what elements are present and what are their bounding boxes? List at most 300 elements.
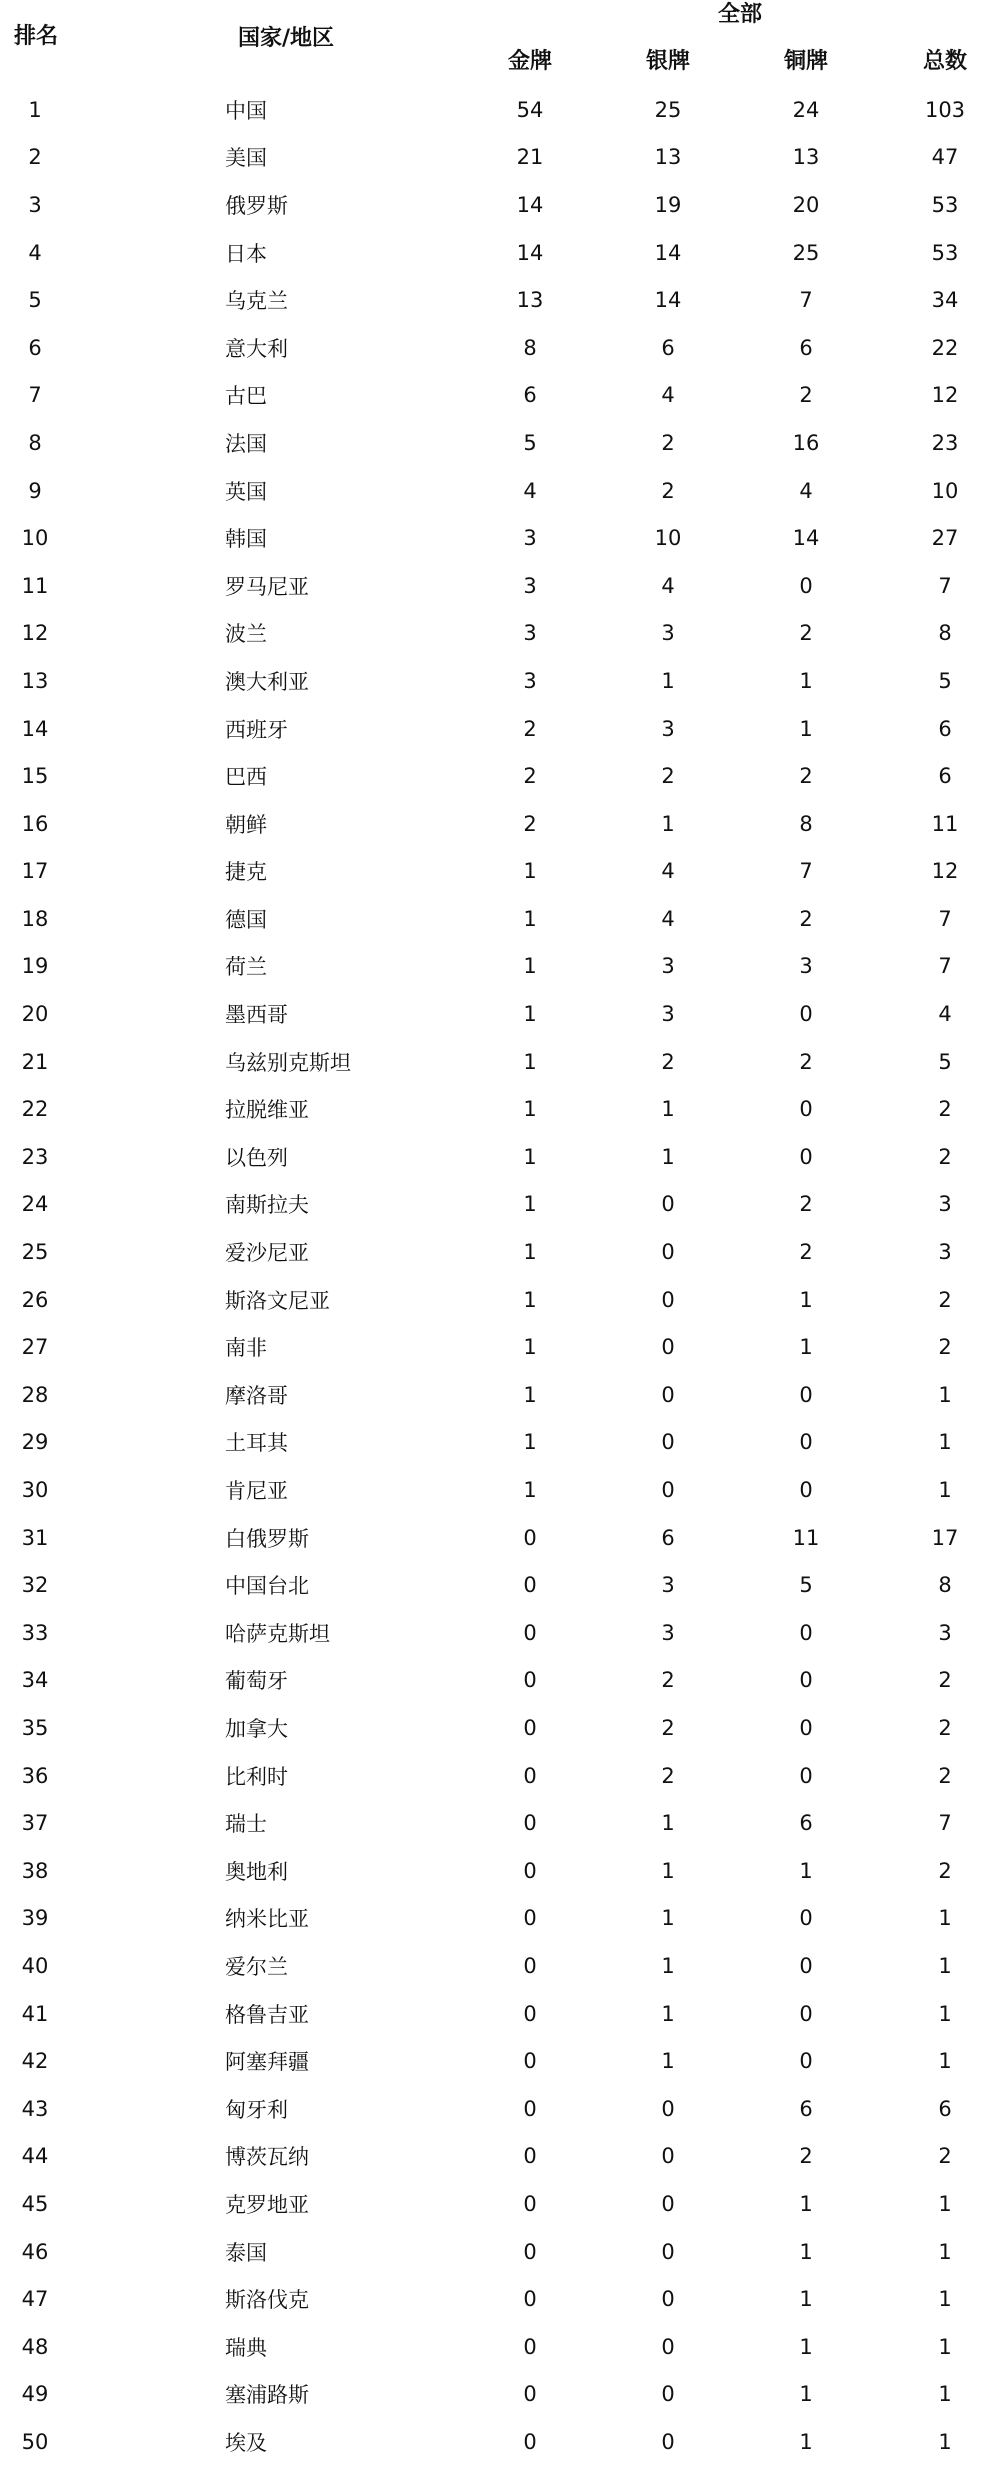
total-cell: 2 bbox=[938, 2144, 952, 2169]
rank-cell: 35 bbox=[21, 1715, 49, 1740]
silver-cell: 4 bbox=[661, 859, 675, 884]
silver-cell: 2 bbox=[661, 1668, 675, 1693]
bronze-cell: 0 bbox=[799, 2001, 813, 2026]
total-cell: 53 bbox=[931, 192, 959, 217]
header-country: 国家/地区 bbox=[238, 26, 335, 51]
rank-cell: 28 bbox=[21, 1382, 49, 1407]
country-cell: 中国 bbox=[225, 98, 267, 123]
bronze-cell: 2 bbox=[799, 2144, 813, 2169]
country-cell: 斯洛文尼亚 bbox=[225, 1288, 330, 1313]
total-cell: 2 bbox=[938, 1668, 952, 1693]
gold-cell: 3 bbox=[523, 668, 537, 693]
rank-cell: 9 bbox=[28, 478, 42, 503]
country-cell: 爱沙尼亚 bbox=[225, 1241, 309, 1266]
total-cell: 10 bbox=[931, 478, 959, 503]
gold-cell: 0 bbox=[523, 1525, 537, 1550]
gold-cell: 1 bbox=[523, 1478, 537, 1503]
rank-cell: 44 bbox=[21, 2144, 49, 2169]
table-row bbox=[0, 1847, 1000, 1895]
total-cell: 1 bbox=[938, 1478, 952, 1503]
rank-cell: 16 bbox=[21, 811, 49, 836]
gold-cell: 0 bbox=[523, 1953, 537, 1978]
table-row bbox=[0, 1704, 1000, 1752]
rank-cell: 20 bbox=[21, 1002, 49, 1027]
bronze-cell: 25 bbox=[792, 240, 820, 265]
rank-cell: 12 bbox=[21, 621, 49, 646]
rank-cell: 24 bbox=[21, 1192, 49, 1217]
total-cell: 1 bbox=[938, 2191, 952, 2216]
silver-cell: 2 bbox=[661, 1715, 675, 1740]
gold-cell: 1 bbox=[523, 1144, 537, 1169]
silver-cell: 13 bbox=[654, 145, 682, 170]
country-cell: 纳米比亚 bbox=[225, 1907, 309, 1932]
silver-cell: 4 bbox=[661, 906, 675, 931]
silver-cell: 1 bbox=[661, 1906, 675, 1931]
bronze-cell: 0 bbox=[799, 1430, 813, 1455]
bronze-cell: 0 bbox=[799, 1002, 813, 1027]
rank-cell: 48 bbox=[21, 2334, 49, 2359]
total-cell: 1 bbox=[938, 1430, 952, 1455]
rank-cell: 49 bbox=[21, 2382, 49, 2407]
silver-cell: 0 bbox=[661, 2382, 675, 2407]
bronze-cell: 2 bbox=[799, 1240, 813, 1265]
country-cell: 英国 bbox=[225, 479, 267, 504]
table-row bbox=[0, 705, 1000, 753]
total-cell: 1 bbox=[938, 2287, 952, 2312]
bronze-cell: 4 bbox=[799, 478, 813, 503]
rank-cell: 47 bbox=[21, 2287, 49, 2312]
total-cell: 53 bbox=[931, 240, 959, 265]
table-row bbox=[0, 2228, 1000, 2276]
total-cell: 5 bbox=[938, 1049, 952, 1074]
rank-cell: 1 bbox=[28, 97, 42, 122]
silver-cell: 0 bbox=[661, 2429, 675, 2454]
rank-cell: 4 bbox=[28, 240, 42, 265]
gold-cell: 0 bbox=[523, 1906, 537, 1931]
total-cell: 2 bbox=[938, 1715, 952, 1740]
medal-rows bbox=[0, 86, 1000, 2466]
table-row bbox=[0, 1561, 1000, 1609]
gold-cell: 2 bbox=[523, 764, 537, 789]
rank-cell: 36 bbox=[21, 1763, 49, 1788]
table-row bbox=[0, 2037, 1000, 2085]
silver-cell: 10 bbox=[654, 526, 682, 551]
rank-cell: 13 bbox=[21, 668, 49, 693]
rank-cell: 21 bbox=[21, 1049, 49, 1074]
total-cell: 2 bbox=[938, 1287, 952, 1312]
gold-cell: 1 bbox=[523, 1240, 537, 1265]
bronze-cell: 2 bbox=[799, 906, 813, 931]
country-cell: 博茨瓦纳 bbox=[225, 2145, 309, 2170]
silver-cell: 0 bbox=[661, 2144, 675, 2169]
rank-cell: 31 bbox=[21, 1525, 49, 1550]
total-cell: 8 bbox=[938, 621, 952, 646]
silver-cell: 1 bbox=[661, 2001, 675, 2026]
table-row bbox=[0, 1895, 1000, 1943]
bronze-cell: 0 bbox=[799, 1382, 813, 1407]
country-cell: 葡萄牙 bbox=[225, 1669, 288, 1694]
rank-cell: 14 bbox=[21, 716, 49, 741]
gold-cell: 1 bbox=[523, 906, 537, 931]
silver-cell: 0 bbox=[661, 1430, 675, 1455]
bronze-cell: 2 bbox=[799, 1192, 813, 1217]
bronze-cell: 14 bbox=[792, 526, 820, 551]
rank-cell: 34 bbox=[21, 1668, 49, 1693]
gold-cell: 0 bbox=[523, 1620, 537, 1645]
country-cell: 韩国 bbox=[225, 527, 267, 552]
gold-cell: 3 bbox=[523, 621, 537, 646]
gold-cell: 0 bbox=[523, 1811, 537, 1836]
rank-cell: 39 bbox=[21, 1906, 49, 1931]
country-cell: 德国 bbox=[225, 907, 267, 932]
rank-cell: 7 bbox=[28, 383, 42, 408]
gold-cell: 14 bbox=[516, 240, 544, 265]
gold-cell: 0 bbox=[523, 2287, 537, 2312]
gold-cell: 2 bbox=[523, 811, 537, 836]
country-cell: 南斯拉夫 bbox=[225, 1193, 309, 1218]
total-cell: 1 bbox=[938, 2429, 952, 2454]
gold-cell: 6 bbox=[523, 383, 537, 408]
gold-cell: 3 bbox=[523, 573, 537, 598]
table-row bbox=[0, 1181, 1000, 1229]
table-row bbox=[0, 800, 1000, 848]
table-row bbox=[0, 990, 1000, 1038]
table-row bbox=[0, 1990, 1000, 2038]
gold-cell: 0 bbox=[523, 1668, 537, 1693]
table-row bbox=[0, 2418, 1000, 2466]
silver-cell: 1 bbox=[661, 2049, 675, 2074]
total-cell: 7 bbox=[938, 1811, 952, 1836]
country-cell: 日本 bbox=[225, 241, 267, 266]
table-row bbox=[0, 1752, 1000, 1800]
total-cell: 27 bbox=[931, 526, 959, 551]
rank-cell: 11 bbox=[21, 573, 49, 598]
total-cell: 2 bbox=[938, 1335, 952, 1360]
bronze-cell: 1 bbox=[799, 2382, 813, 2407]
total-cell: 2 bbox=[938, 1097, 952, 1122]
country-cell: 乌克兰 bbox=[225, 289, 288, 314]
table-row bbox=[0, 419, 1000, 467]
bronze-cell: 2 bbox=[799, 1049, 813, 1074]
gold-cell: 0 bbox=[523, 2144, 537, 2169]
total-cell: 17 bbox=[931, 1525, 959, 1550]
country-cell: 法国 bbox=[225, 431, 267, 456]
country-cell: 中国台北 bbox=[225, 1574, 309, 1599]
total-cell: 6 bbox=[938, 764, 952, 789]
country-cell: 意大利 bbox=[225, 336, 288, 361]
country-cell: 捷克 bbox=[225, 860, 267, 885]
gold-cell: 0 bbox=[523, 1715, 537, 1740]
table-row bbox=[0, 657, 1000, 705]
header-total: 总数 bbox=[922, 49, 968, 74]
total-cell: 2 bbox=[938, 1763, 952, 1788]
country-cell: 奥地利 bbox=[225, 1859, 288, 1884]
total-cell: 22 bbox=[931, 335, 959, 360]
gold-cell: 1 bbox=[523, 859, 537, 884]
country-cell: 哈萨克斯坦 bbox=[225, 1621, 330, 1646]
gold-cell: 1 bbox=[523, 1192, 537, 1217]
country-cell: 古巴 bbox=[225, 384, 267, 409]
gold-cell: 14 bbox=[516, 192, 544, 217]
bronze-cell: 0 bbox=[799, 2049, 813, 2074]
bronze-cell: 7 bbox=[799, 859, 813, 884]
header-bronze: 铜牌 bbox=[783, 49, 829, 74]
total-cell: 1 bbox=[938, 2382, 952, 2407]
silver-cell: 0 bbox=[661, 1287, 675, 1312]
table-row bbox=[0, 752, 1000, 800]
total-cell: 8 bbox=[938, 1573, 952, 1598]
total-cell: 23 bbox=[931, 430, 959, 455]
table-row bbox=[0, 1514, 1000, 1562]
header-gold: 金牌 bbox=[507, 49, 553, 74]
country-cell: 泰国 bbox=[225, 2240, 267, 2265]
gold-cell: 0 bbox=[523, 2239, 537, 2264]
gold-cell: 1 bbox=[523, 1002, 537, 1027]
table-row bbox=[0, 229, 1000, 277]
silver-cell: 0 bbox=[661, 2334, 675, 2359]
gold-cell: 0 bbox=[523, 2429, 537, 2454]
bronze-cell: 2 bbox=[799, 621, 813, 646]
silver-cell: 3 bbox=[661, 1573, 675, 1598]
rank-cell: 32 bbox=[21, 1573, 49, 1598]
table-row bbox=[0, 514, 1000, 562]
total-cell: 12 bbox=[931, 859, 959, 884]
gold-cell: 1 bbox=[523, 1335, 537, 1360]
bronze-cell: 6 bbox=[799, 1811, 813, 1836]
total-cell: 34 bbox=[931, 288, 959, 313]
country-cell: 瑞典 bbox=[225, 2335, 267, 2360]
total-cell: 2 bbox=[938, 1858, 952, 1883]
silver-cell: 4 bbox=[661, 383, 675, 408]
silver-cell: 2 bbox=[661, 1049, 675, 1074]
bronze-cell: 1 bbox=[799, 2334, 813, 2359]
table-row bbox=[0, 372, 1000, 420]
bronze-cell: 6 bbox=[799, 2096, 813, 2121]
country-cell: 南非 bbox=[225, 1336, 267, 1361]
country-cell: 俄罗斯 bbox=[225, 193, 288, 218]
bronze-cell: 1 bbox=[799, 668, 813, 693]
bronze-cell: 1 bbox=[799, 2191, 813, 2216]
country-cell: 巴西 bbox=[225, 765, 267, 790]
table-row bbox=[0, 86, 1000, 134]
country-cell: 美国 bbox=[225, 146, 267, 171]
total-cell: 11 bbox=[931, 811, 959, 836]
gold-cell: 0 bbox=[523, 2049, 537, 2074]
country-cell: 墨西哥 bbox=[225, 1003, 288, 1028]
bronze-cell: 20 bbox=[792, 192, 820, 217]
gold-cell: 1 bbox=[523, 1287, 537, 1312]
silver-cell: 3 bbox=[661, 716, 675, 741]
bronze-cell: 8 bbox=[799, 811, 813, 836]
gold-cell: 0 bbox=[523, 2191, 537, 2216]
total-cell: 3 bbox=[938, 1192, 952, 1217]
total-cell: 47 bbox=[931, 145, 959, 170]
bronze-cell: 1 bbox=[799, 2429, 813, 2454]
table-row bbox=[0, 848, 1000, 896]
table-row bbox=[0, 2133, 1000, 2181]
silver-cell: 0 bbox=[661, 1240, 675, 1265]
country-cell: 澳大利亚 bbox=[225, 669, 309, 694]
silver-cell: 1 bbox=[661, 1811, 675, 1836]
gold-cell: 1 bbox=[523, 1049, 537, 1074]
total-cell: 4 bbox=[938, 1002, 952, 1027]
bronze-cell: 11 bbox=[792, 1525, 820, 1550]
rank-cell: 45 bbox=[21, 2191, 49, 2216]
country-cell: 荷兰 bbox=[225, 955, 267, 980]
gold-cell: 0 bbox=[523, 2334, 537, 2359]
bronze-cell: 1 bbox=[799, 2287, 813, 2312]
total-cell: 2 bbox=[938, 1144, 952, 1169]
gold-cell: 21 bbox=[516, 145, 544, 170]
bronze-cell: 5 bbox=[799, 1573, 813, 1598]
country-cell: 塞浦路斯 bbox=[225, 2383, 309, 2408]
bronze-cell: 0 bbox=[799, 1953, 813, 1978]
country-cell: 加拿大 bbox=[225, 1716, 288, 1741]
gold-cell: 1 bbox=[523, 1382, 537, 1407]
silver-cell: 2 bbox=[661, 764, 675, 789]
total-cell: 7 bbox=[938, 954, 952, 979]
rank-cell: 3 bbox=[28, 192, 42, 217]
table-row bbox=[0, 324, 1000, 372]
header-group-all: 全部 bbox=[718, 2, 763, 27]
table-row bbox=[0, 610, 1000, 658]
bronze-cell: 1 bbox=[799, 1287, 813, 1312]
table-row bbox=[0, 2180, 1000, 2228]
table-row bbox=[0, 1609, 1000, 1657]
country-cell: 白俄罗斯 bbox=[225, 1526, 309, 1551]
country-cell: 朝鲜 bbox=[225, 812, 267, 837]
table-row bbox=[0, 1371, 1000, 1419]
silver-cell: 6 bbox=[661, 335, 675, 360]
silver-cell: 3 bbox=[661, 1002, 675, 1027]
gold-cell: 0 bbox=[523, 2001, 537, 2026]
total-cell: 1 bbox=[938, 2334, 952, 2359]
rank-cell: 5 bbox=[28, 288, 42, 313]
rank-cell: 37 bbox=[21, 1811, 49, 1836]
table-row bbox=[0, 1276, 1000, 1324]
bronze-cell: 2 bbox=[799, 383, 813, 408]
bronze-cell: 3 bbox=[799, 954, 813, 979]
rank-cell: 43 bbox=[21, 2096, 49, 2121]
silver-cell: 0 bbox=[661, 2239, 675, 2264]
total-cell: 7 bbox=[938, 906, 952, 931]
country-cell: 斯洛伐克 bbox=[225, 2288, 309, 2313]
country-cell: 波兰 bbox=[225, 622, 267, 647]
table-row bbox=[0, 895, 1000, 943]
rank-cell: 15 bbox=[21, 764, 49, 789]
silver-cell: 3 bbox=[661, 954, 675, 979]
bronze-cell: 0 bbox=[799, 1906, 813, 1931]
bronze-cell: 13 bbox=[792, 145, 820, 170]
country-cell: 克罗地亚 bbox=[225, 2192, 309, 2217]
table-row bbox=[0, 1085, 1000, 1133]
bronze-cell: 1 bbox=[799, 1335, 813, 1360]
bronze-cell: 16 bbox=[792, 430, 820, 455]
gold-cell: 5 bbox=[523, 430, 537, 455]
rank-cell: 2 bbox=[28, 145, 42, 170]
silver-cell: 3 bbox=[661, 621, 675, 646]
gold-cell: 2 bbox=[523, 716, 537, 741]
rank-cell: 10 bbox=[21, 526, 49, 551]
country-cell: 匈牙利 bbox=[225, 2097, 288, 2122]
header-silver: 银牌 bbox=[645, 49, 691, 74]
rank-cell: 46 bbox=[21, 2239, 49, 2264]
silver-cell: 19 bbox=[654, 192, 682, 217]
bronze-cell: 0 bbox=[799, 1144, 813, 1169]
table-row bbox=[0, 1133, 1000, 1181]
gold-cell: 3 bbox=[523, 526, 537, 551]
bronze-cell: 7 bbox=[799, 288, 813, 313]
table-row bbox=[0, 943, 1000, 991]
table-row bbox=[0, 1419, 1000, 1467]
silver-cell: 6 bbox=[661, 1525, 675, 1550]
bronze-cell: 6 bbox=[799, 335, 813, 360]
gold-cell: 0 bbox=[523, 2096, 537, 2121]
country-cell: 埃及 bbox=[225, 2430, 267, 2455]
table-row bbox=[0, 1799, 1000, 1847]
bronze-cell: 0 bbox=[799, 1763, 813, 1788]
silver-cell: 1 bbox=[661, 1144, 675, 1169]
table-row bbox=[0, 1466, 1000, 1514]
country-cell: 格鲁吉亚 bbox=[225, 2002, 309, 2027]
table-row bbox=[0, 2371, 1000, 2419]
silver-cell: 0 bbox=[661, 2191, 675, 2216]
table-row bbox=[0, 2323, 1000, 2371]
silver-cell: 3 bbox=[661, 1620, 675, 1645]
bronze-cell: 1 bbox=[799, 1858, 813, 1883]
rank-cell: 26 bbox=[21, 1287, 49, 1312]
bronze-cell: 1 bbox=[799, 2239, 813, 2264]
total-cell: 103 bbox=[924, 97, 966, 122]
total-cell: 1 bbox=[938, 2001, 952, 2026]
country-cell: 拉脱维亚 bbox=[225, 1098, 309, 1123]
gold-cell: 1 bbox=[523, 1097, 537, 1122]
table-row bbox=[0, 1038, 1000, 1086]
table-row bbox=[0, 1942, 1000, 1990]
country-cell: 摩洛哥 bbox=[225, 1383, 288, 1408]
table-row bbox=[0, 1657, 1000, 1705]
total-cell: 1 bbox=[938, 2049, 952, 2074]
bronze-cell: 0 bbox=[799, 573, 813, 598]
silver-cell: 0 bbox=[661, 2096, 675, 2121]
table-row bbox=[0, 1323, 1000, 1371]
rank-cell: 25 bbox=[21, 1240, 49, 1265]
table-row bbox=[0, 276, 1000, 324]
bronze-cell: 0 bbox=[799, 1097, 813, 1122]
bronze-cell: 0 bbox=[799, 1668, 813, 1693]
silver-cell: 0 bbox=[661, 1192, 675, 1217]
total-cell: 7 bbox=[938, 573, 952, 598]
silver-cell: 1 bbox=[661, 1953, 675, 1978]
country-cell: 瑞士 bbox=[225, 1812, 267, 1837]
bronze-cell: 24 bbox=[792, 97, 820, 122]
silver-cell: 2 bbox=[661, 430, 675, 455]
silver-cell: 0 bbox=[661, 1335, 675, 1360]
gold-cell: 0 bbox=[523, 1858, 537, 1883]
silver-cell: 0 bbox=[661, 1382, 675, 1407]
rank-cell: 27 bbox=[21, 1335, 49, 1360]
gold-cell: 4 bbox=[523, 478, 537, 503]
rank-cell: 18 bbox=[21, 906, 49, 931]
rank-cell: 50 bbox=[21, 2429, 49, 2454]
silver-cell: 0 bbox=[661, 2287, 675, 2312]
country-cell: 罗马尼亚 bbox=[225, 574, 309, 599]
table-row bbox=[0, 2085, 1000, 2133]
rank-cell: 38 bbox=[21, 1858, 49, 1883]
silver-cell: 2 bbox=[661, 1763, 675, 1788]
total-cell: 6 bbox=[938, 2096, 952, 2121]
rank-cell: 40 bbox=[21, 1953, 49, 1978]
